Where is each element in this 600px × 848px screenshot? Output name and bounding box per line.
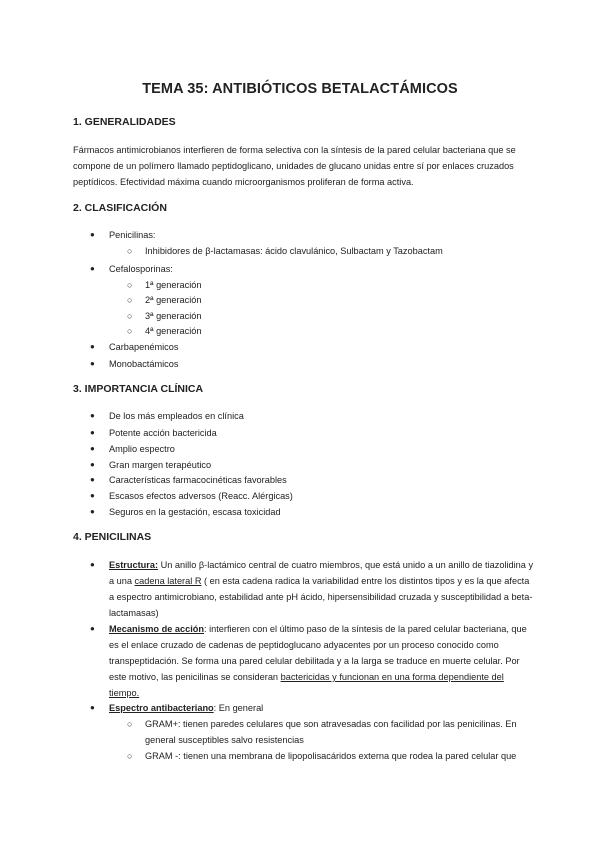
espectro-text: : En general: [213, 703, 264, 713]
sub-bullet-icon: ○: [127, 295, 133, 305]
bullet-icon: ●: [90, 264, 95, 273]
bullet-icon: ●: [90, 507, 95, 516]
bullet-icon: ●: [90, 359, 95, 368]
bullet-icon: ●: [90, 444, 95, 453]
heading-clasificacion: 2. CLASIFICACIÓN: [73, 202, 167, 214]
bullet-icon: ●: [90, 428, 95, 437]
espectro-label: Espectro antibacteriano: [109, 703, 214, 713]
bullet-icon: ●: [90, 460, 95, 469]
heading-importancia-clinica: 3. IMPORTANCIA CLÍNICA: [73, 383, 204, 395]
bullet-icon: ●: [90, 703, 95, 712]
bullet-icon: ●: [90, 342, 95, 351]
list-item-gen3: 3ª generación: [145, 311, 202, 321]
list-item-importancia: De los más empleados en clínica: [109, 411, 244, 421]
list-item-importancia: Potente acción bactericida: [109, 428, 217, 438]
sub-bullet-icon: ○: [127, 280, 133, 290]
list-item-importancia: Amplio espectro: [109, 444, 175, 454]
list-item-importancia: Características farmacocinéticas favorables: [109, 475, 287, 485]
heading-generalidades: 1. GENERALIDADES: [73, 116, 176, 128]
gram-negative-item: GRAM -: tienen una membrana de lipopolisacáridos externa que rodea la pared celular que: [145, 751, 517, 761]
mecanismo-item: [109, 621, 534, 701]
list-item-importancia: Escasos efectos adversos (Reacc. Alérgicas): [109, 491, 293, 501]
espectro-item: [109, 700, 534, 716]
sub-bullet-icon: ○: [127, 326, 133, 336]
list-item-cefalosporinas: Cefalosporinas:: [109, 264, 173, 274]
page-title: TEMA 35: ANTIBIÓTICOS BETALACTÁMICOS: [142, 81, 458, 97]
list-item-carbapenemicos: Carbapenémicos: [109, 342, 179, 352]
bullet-icon: ●: [90, 560, 95, 569]
cadena-lateral-text: cadena lateral R: [134, 576, 202, 586]
mecanismo-label: Mecanismo de acción: [109, 624, 204, 634]
estructura-text-b: ( en esta cadena radica la variabilidad entre los distintos tipos y es la que afecta a espectro antimicrobiano, estabilidad ante pH ácido, hipersensibilidad cruzada y susceptibilidad a beta-lactamasas): [109, 576, 533, 618]
sub-bullet-icon: ○: [127, 311, 133, 321]
sub-bullet-icon: ○: [127, 719, 133, 729]
list-item-importancia: Seguros en la gestación, escasa toxicidad: [109, 507, 281, 517]
bullet-icon: ●: [90, 230, 95, 239]
estructura-label: Estructura:: [109, 560, 159, 570]
bullet-icon: ●: [90, 475, 95, 484]
sub-bullet-icon: ○: [127, 751, 133, 761]
list-item-gen2: 2ª generación: [145, 295, 202, 305]
list-item-gen4: 4ª generación: [145, 326, 202, 336]
bullet-icon: ●: [90, 491, 95, 500]
list-item-inhibidores: Inhibidores de β-lactamasas: ácido clavulánico, Sulbactam y Tazobactam: [145, 246, 443, 256]
paragraph-generalidades: Fármacos antimicrobianos interfieren de forma selectiva con la síntesis de la pared celular bacteriana que se compone de un polímero llamado peptidoglicano, unidades de glucano unidas entre sí por enlaces cruzados peptídicos. Efectividad máxima cuando microorganismos proliferan de forma activa.: [73, 145, 516, 187]
heading-penicilinas: 4. PENICILINAS: [73, 531, 152, 543]
mecanismo-text-a: : interfieren con el último paso de la síntesis de la pared celular bacteriana, que es el enlace cruzado de cadenas de peptidoglucano adyacentes por un proceso conocido como transpeptidación. Se forma una pared celular debilitada y a la larga se traduce en muerte celular. Por este motivo, las penicilinas se consideran: [109, 624, 527, 682]
list-item-importancia: Gran margen terapéutico: [109, 460, 212, 470]
list-item-gen1: 1ª generación: [145, 280, 202, 290]
sub-bullet-icon: ○: [127, 246, 133, 256]
estructura-item: [109, 557, 534, 621]
list-item-penicilinas: Penicilinas:: [109, 230, 156, 240]
bullet-icon: ●: [90, 411, 95, 420]
mecanismo-underlined: bactericidas y funcionan en una forma dependiente del tiempo.: [109, 672, 504, 698]
estructura-text-a: Un anillo β-lactámico central de cuatro miembros, que está unido a un anillo de tiazolidina y a una: [109, 560, 534, 586]
list-item-monobactamicos: Monobactámicos: [109, 359, 179, 369]
bullet-icon: ●: [90, 624, 95, 633]
gram-positive-item: GRAM+: tienen paredes celulares que son atravesadas con facilidad por las penicilinas. En general susceptibles salvo resistencias: [145, 719, 517, 745]
